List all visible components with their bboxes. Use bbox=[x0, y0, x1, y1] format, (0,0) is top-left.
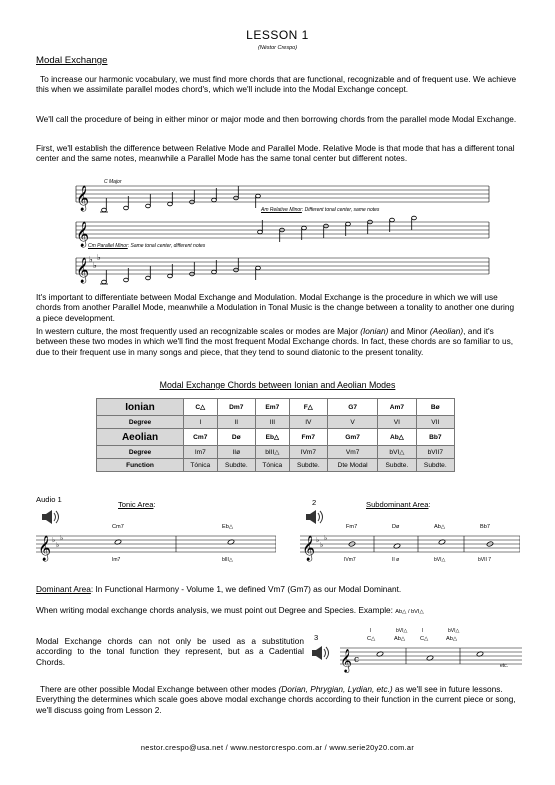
audio-2-chord-3: Ab△ bbox=[434, 524, 446, 530]
footer-contact: nestor.crespo@usa.net / www.nestorcrespo.com.ar / www.serie20y20.com.ar bbox=[140, 743, 415, 752]
treble-clef-icon: 𝄞 bbox=[76, 258, 90, 283]
table-cell: Subdte. bbox=[416, 459, 454, 472]
chords-table bbox=[96, 398, 455, 472]
table-row-head: Degree bbox=[97, 416, 184, 429]
audio-1-degree-2: bIII△ bbox=[222, 557, 233, 563]
treble-clef-icon: 𝄞 bbox=[38, 536, 52, 561]
audio-3-label: 3 bbox=[314, 633, 319, 642]
table-row bbox=[97, 399, 455, 416]
paragraph-8: There are other possible Modal Exchange between other modes (Dorian, Phrygian, Lydian, etc.) as we'll see in future lessons. Everything the determines which scale goes above modal exchange chords according to their function in the current piece or song, we'll discuss going from Lesson 2. bbox=[36, 684, 516, 715]
author: (Néstor Crespo) bbox=[257, 45, 298, 51]
label-parallel-minor: Cm Parallel Minor: Same tonal center, different notes bbox=[88, 243, 206, 249]
audio-3-degree-4: bVI△ bbox=[448, 628, 460, 634]
table-cell: IV bbox=[289, 416, 327, 429]
svg-text:♭: ♭ bbox=[56, 541, 60, 549]
staff-example bbox=[64, 172, 494, 292]
staff-1 bbox=[76, 186, 489, 202]
table-cell: II bbox=[217, 416, 255, 429]
table-cell: V bbox=[328, 416, 378, 429]
speaker-icon[interactable] bbox=[312, 646, 329, 660]
audio-2-degree-4: bVII 7 bbox=[478, 557, 492, 563]
tonic-area-label: Tonic Area: bbox=[118, 500, 156, 509]
table-cell: Bø bbox=[416, 399, 454, 416]
table-cell: III bbox=[256, 416, 290, 429]
flat-sign: ♭ bbox=[89, 255, 93, 264]
audio-1-degree-1: Im7 bbox=[112, 557, 121, 563]
svg-text:♭: ♭ bbox=[324, 534, 328, 542]
flat-sign: ♭ bbox=[97, 253, 101, 262]
table-cell: Vm7 bbox=[328, 446, 378, 459]
table-row-head: Ionian bbox=[97, 399, 184, 416]
table-cell: Fm7 bbox=[289, 429, 327, 446]
table-row-head: Aeolian bbox=[97, 429, 184, 446]
table-row-head: Function bbox=[97, 459, 184, 472]
audio-3-degree-3: I bbox=[422, 628, 424, 634]
audio-3-chord-4: Ab△ bbox=[446, 636, 458, 642]
audio-3-chord-3: C△ bbox=[420, 636, 429, 642]
table-cell: Subdte. bbox=[378, 459, 416, 472]
audio-1-chord-1: Cm7 bbox=[112, 524, 124, 530]
table-cell: Tónica bbox=[184, 459, 218, 472]
svg-text:♭: ♭ bbox=[60, 534, 64, 542]
table-cell: VII bbox=[416, 416, 454, 429]
paragraph-3: First, we'll establish the difference between Relative Mode and Parallel Mode. Relative Mode is that mode that has a different tonal center and the same notes, meanwhile a Parallel Mode has the same tonal center but different notes. bbox=[36, 143, 515, 164]
label-c-major: C Major bbox=[104, 179, 122, 185]
paragraph-6: When writing modal exchange chords analysis, we must point out Degree and Species. Example: Ab△ / bVI△ bbox=[36, 605, 424, 615]
table-cell: bIII△ bbox=[256, 446, 290, 459]
audio-2-degree-2: II ø bbox=[392, 557, 400, 563]
table-cell: Subdte. bbox=[217, 459, 255, 472]
audio-1-label: Audio 1 bbox=[36, 495, 62, 504]
treble-clef-icon: 𝄞 bbox=[340, 648, 352, 672]
svg-text:♭: ♭ bbox=[316, 536, 320, 544]
table-cell: Bb7 bbox=[416, 429, 454, 446]
table-cell: bVII7 bbox=[416, 446, 454, 459]
table-cell: VI bbox=[378, 416, 416, 429]
paragraph-1: To increase our harmonic vocabulary, we must find more chords that are functional, recognizable and of frequent use. We achieve this when we assimilate parallel modes chord's, which we'll include into the Modal Exchange concept. bbox=[36, 74, 517, 95]
dominant-area-text: Dominant Area: In Functional Harmony - Volume 1, we defined Vm7 (Gm7) as our Modal Dominant. bbox=[36, 584, 402, 594]
table-cell: Im7 bbox=[184, 446, 218, 459]
table-cell: F△ bbox=[289, 399, 327, 416]
table-cell: Ab△ bbox=[378, 429, 416, 446]
paragraph-5: In western culture, the most frequently used an recognizable scales or modes are Major (Ionian) and Minor (Aeolian), and it's between these two modes in which we'll find the most frequent Modal Exchange chords. In fact, these chords are so familiar to us, due to their frequent use in many songs and piece, that they tend to sound diatonic to the present tonality. bbox=[36, 326, 514, 357]
table-cell: I bbox=[184, 416, 218, 429]
audio-1-staff bbox=[36, 510, 276, 570]
page-title: LESSON 1 bbox=[246, 28, 309, 42]
speaker-icon[interactable] bbox=[306, 510, 323, 524]
table-cell: Eb△ bbox=[256, 429, 290, 446]
paragraph-2: We'll call the procedure of being in either minor or major mode and then borrowing chords from the parallel mode Modal Exchange. bbox=[36, 114, 517, 124]
svg-text:♭: ♭ bbox=[320, 541, 324, 549]
audio-2-degree-1: IVm7 bbox=[344, 557, 356, 563]
audio-3-etc: etc. bbox=[500, 663, 509, 669]
audio-1-chord-2: Eb△ bbox=[222, 524, 234, 530]
audio-3-chord-1: C△ bbox=[367, 636, 376, 642]
staff-3 bbox=[76, 258, 489, 274]
staff-2 bbox=[76, 222, 489, 238]
speaker-icon[interactable] bbox=[42, 510, 59, 524]
table-row bbox=[97, 446, 455, 459]
table-cell: G7 bbox=[328, 399, 378, 416]
treble-clef-icon: 𝄞 bbox=[76, 222, 90, 247]
svg-text:c: c bbox=[354, 655, 360, 665]
treble-clef-icon: 𝄞 bbox=[76, 186, 90, 211]
table-cell: Subdte. bbox=[289, 459, 327, 472]
audio-3-degree-1: I bbox=[370, 628, 372, 634]
table-cell: IVm7 bbox=[289, 446, 327, 459]
table-cell: Tónica bbox=[256, 459, 290, 472]
svg-text:♭: ♭ bbox=[52, 536, 56, 544]
audio-2-chord-4: Bb7 bbox=[480, 524, 490, 530]
treble-clef-icon: 𝄞 bbox=[302, 536, 316, 561]
table-cell: Dte Modal bbox=[328, 459, 378, 472]
table-cell: C△ bbox=[184, 399, 218, 416]
paragraph-4: It's important to differentiate between Modal Exchange and Modulation. Modal Exchange is the procedure in which we will use chords from another Parallel Mode, meanwhile a Modulation in Tonal Music is the change between a tonality to another one during a piece development. bbox=[36, 292, 515, 323]
subdominant-area-label: Subdominant Area: bbox=[366, 500, 431, 509]
table-row bbox=[97, 459, 455, 472]
table-cell: Dø bbox=[217, 429, 255, 446]
audio-2-chord-2: Dø bbox=[392, 524, 400, 530]
label-relative-minor: Am Relative Minor: Different tonal center, same notes bbox=[261, 207, 380, 213]
table-caption: Modal Exchange Chords between Ionian and Aeolian Modes bbox=[159, 380, 396, 390]
audio-2-degree-3: bVI△ bbox=[434, 557, 446, 563]
table-cell: Dm7 bbox=[217, 399, 255, 416]
table-cell: bVI△ bbox=[378, 446, 416, 459]
audio-3-degree-2: bVI△ bbox=[396, 628, 408, 634]
table-cell: IIø bbox=[217, 446, 255, 459]
table-cell: Em7 bbox=[256, 399, 290, 416]
table-row-head: Degree bbox=[97, 446, 184, 459]
audio-2-label: 2 bbox=[312, 498, 317, 507]
table-cell: Am7 bbox=[378, 399, 416, 416]
audio-2-chord-1: Fm7 bbox=[346, 524, 358, 530]
audio-3-staff bbox=[310, 640, 522, 676]
table-cell: Cm7 bbox=[184, 429, 218, 446]
section-heading: Modal Exchange bbox=[36, 55, 108, 66]
table-row bbox=[97, 429, 455, 446]
flat-sign: ♭ bbox=[93, 261, 97, 270]
paragraph-7: Modal Exchange chords can not only be used as a substitution according to the tonal function they represent, but as a Cadential Chords. bbox=[36, 636, 304, 667]
table-cell: Gm7 bbox=[328, 429, 378, 446]
table-row bbox=[97, 416, 455, 429]
audio-3-chord-2: Ab△ bbox=[394, 636, 406, 642]
